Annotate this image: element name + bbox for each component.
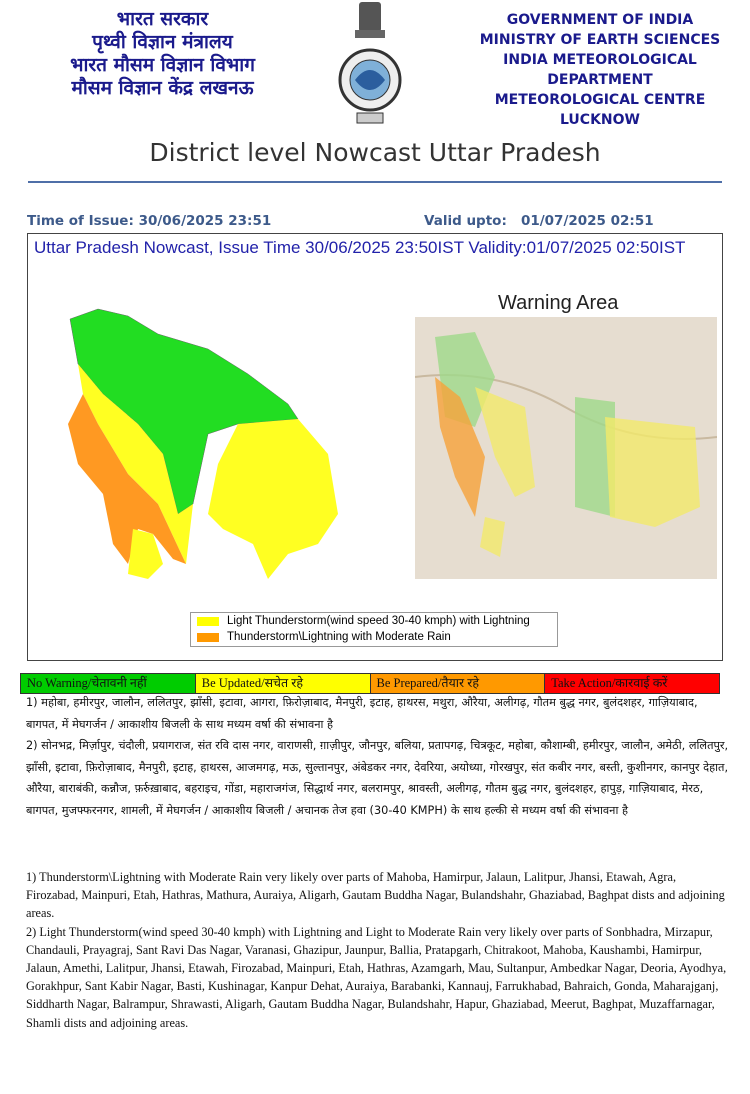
imd-emblem-logo xyxy=(335,0,405,130)
warning-area-title: Warning Area xyxy=(498,292,619,314)
hindi-forecast-2: 2) सोनभद्र, मिर्ज़ापुर, चंदौली, प्रयागराज, संत रवि दास नगर, वाराणसी, ग़ाज़ीपुर, जौनपुर, बलिया, प्रतापगढ़, चित्रकूट, महोबा, कौशाम्बी, हमीरपुर, जालौन, अमेठी, ललितपुर, झाँसी, इटावा, फ़िरोज़ाबाद, मैनपुरी, इटाह, हाथरस, आजमगढ़, मऊ, सुल्तानपुर, अंबेडकर नगर, देवरिया, अयोध्या, गोरखपुर, संत कबीर नगर, बस्ती, कुशीनगर, कानपुर देहात, औरैया, बाराबंकी, कन्नौज, फ़र्रुख़ाबाद, बहराइच, गोंडा, महाराजगंज, सिद्धार्थ नगर, बलरामपुर, श्रावस्ती, अलीगढ़, गौतम बुद्ध नगर, बुलंदशहर, हापुड़, गाज़ियाबाद, मेरठ, बागपत, मुजफ्फरनगर, शामली, में मेघगर्जन / आकाशीय बिजली / अचानक तेज हवा (30-40 KMPH) के साथ हल्की से मध्यम वर्षा की संभावना है xyxy=(26,739,729,817)
hindi-header-line: भारत सरकार xyxy=(116,8,209,30)
nowcast-map-panel xyxy=(27,233,723,661)
legend-item xyxy=(191,613,557,629)
warning-area-inset-map xyxy=(415,317,717,579)
warning-level-key xyxy=(20,673,720,694)
page-title: District level Nowcast Uttar Pradesh xyxy=(149,138,601,167)
hindi-header-line: भारत मौसम विज्ञान विभाग xyxy=(70,54,255,76)
valid-upto: Valid upto: 01/07/2025 02:51 xyxy=(424,213,654,229)
up-district-map xyxy=(58,304,358,584)
legend-item xyxy=(191,629,557,645)
hindi-forecast-1: 1) महोबा, हमीरपुर, जालौन, ललितपुर, झाँसी, इटावा, आगरा, फ़िरोज़ाबाद, मैनपुरी, इटाह, हाथरस, मथुरा, औरैया, अलीगढ़, गौतम बुद्ध नगर, बुलंदशहर, गाज़ियाबाद, बागपत, में मेघगर्जन / आकाशीय बिजली के साथ मध्यम वर्षा की संभावना है xyxy=(26,696,698,731)
legend-swatch-yellow xyxy=(197,617,219,626)
hindi-header-line: पृथ्वी विज्ञान मंत्रालय xyxy=(92,31,233,53)
english-forecast-2: 2) Light Thunderstorm(wind speed 30-40 kmph) with Lightning and Light to Moderate Rain very likely over parts of Sonbhadra, Mirzapur, Chandauli, Prayagraj, Sant Ravi Das Nagar, Varanasi, Ghazipur, Jaunpur, Ballia, Pratapgarh, Chitrakoot, Mahoba, Kaushambi, Hamirpur, Jalaun, Amethi, Lalitpur, Jhansi, Etawah, Firozabad, Mainpuri, Etah, Hathras, Azamgarh, Mau, Sultanpur, Ambedkar Nagar, Deoria, Ayodhya, Gorakhpur, Sant Kabir Nagar, Basti, Kushinagar, Kanpur Dehat, Auraiya, Barabanki, Kannauj, Farrukhabad, Bahraich, Gonda, Maharajganj, Siddharth Nagar, Balrampur, Shrawasti, Aligarh, Gautam Buddha Nagar, Bulandshahr, Hapur, Ghaziabad, Meerut, Baghpat, Muzaffarnagar, Shamli dists and adjoining areas. xyxy=(26,924,727,1030)
english-header-line: MINISTRY OF EARTH SCIENCES xyxy=(479,32,721,48)
region-yellow-east xyxy=(208,419,338,579)
hindi-header-line: मौसम विज्ञान केंद्र लखनऊ xyxy=(71,77,254,99)
legend-label: Thunderstorm\Lightning with Moderate Rain xyxy=(227,631,451,643)
map-legend xyxy=(190,612,558,647)
english-header-line: GOVERNMENT OF INDIA xyxy=(506,12,694,28)
level-no-warning: No Warning/चेतावनी नहीं xyxy=(21,674,196,693)
legend-swatch-orange xyxy=(197,633,219,642)
hindi-header xyxy=(40,8,285,100)
level-take-action: Take Action/कारवाई करें xyxy=(545,674,719,693)
english-forecast xyxy=(26,868,731,1032)
legend-label: Light Thunderstorm(wind speed 30-40 kmph) with Lightning xyxy=(227,615,530,627)
time-of-issue: Time of Issue: 30/06/2025 23:51 xyxy=(27,213,272,229)
english-header xyxy=(455,10,745,130)
level-be-prepared: Be Prepared/तैयार रहे xyxy=(371,674,546,693)
english-forecast-1: 1) Thunderstorm\Lightning with Moderate Rain very likely over parts of Mahoba, Hamirpur, Jalaun, Lalitpur, Jhansi, Etawah, Agra, Firozabad, Mainpuri, Etah, Hathras, Mathura, Auraiya, Aligarh, Gautam Buddha Nagar, Bulandshahr, Ghaziabad, Baghpat dists and adjoining areas. xyxy=(26,870,725,921)
english-header-line: INDIA METEOROLOGICAL DEPARTMENT xyxy=(503,52,697,88)
map-heading: Uttar Pradesh Nowcast, Issue Time 30/06/2025 23:50IST Validity:01/07/2025 02:50IST xyxy=(34,238,686,257)
divider xyxy=(28,181,722,183)
english-header-line: METEOROLOGICAL CENTRE LUCKNOW xyxy=(494,92,706,128)
level-be-updated: Be Updated/सचेत रहे xyxy=(196,674,371,693)
